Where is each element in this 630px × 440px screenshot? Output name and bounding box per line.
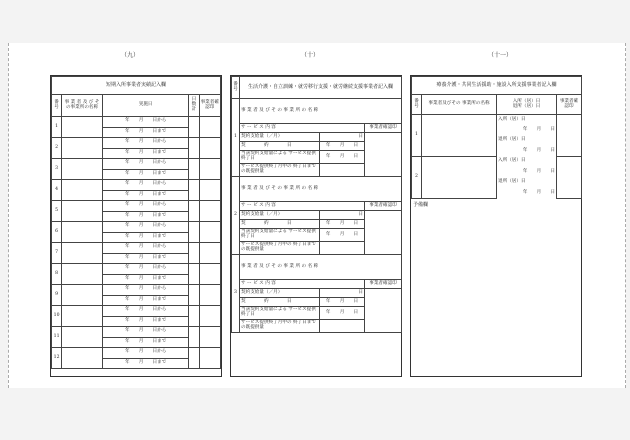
- end-date-field[interactable]: 年 月 日: [320, 151, 365, 164]
- row-number: 4: [52, 180, 62, 201]
- service-content: サ ー ビ ス 内 容: [240, 202, 365, 211]
- contract-qty-label: 契約支給量（／月）: [240, 289, 320, 298]
- check-field[interactable]: [557, 157, 582, 199]
- period-to[interactable]: 年 月 日まで: [102, 232, 189, 243]
- days-field[interactable]: [189, 180, 199, 201]
- period-to[interactable]: 年 月 日まで: [102, 274, 189, 285]
- business-name-field[interactable]: [422, 115, 497, 157]
- entry-number: 1: [412, 115, 422, 157]
- days-field[interactable]: [189, 159, 199, 180]
- header-check: 事業者確認印: [199, 95, 220, 117]
- row-number: 8: [52, 264, 62, 285]
- service-content: サ ー ビ ス 内 容: [240, 280, 365, 289]
- provided-amount-label: サービス提供終了月中の 終了日までの既提供量: [240, 320, 320, 333]
- provided-amount-label: サービス提供終了月中の 終了日までの既提供量: [240, 242, 320, 255]
- check-field[interactable]: [365, 289, 402, 333]
- check-field[interactable]: [199, 117, 220, 138]
- daytime-service-title: 生活介護・自立訓練・就労移行支援・就労継続支援事業者記入欄: [240, 77, 402, 99]
- header-in-out: 入所（居）日 退所（居）日: [497, 95, 557, 115]
- header-number: 番号: [232, 77, 240, 99]
- short-stay-row: [52, 285, 221, 296]
- business-name-field[interactable]: [62, 348, 103, 369]
- provided-amount-field[interactable]: [320, 242, 365, 255]
- header-days: 日 数 計: [189, 95, 199, 117]
- discharge-label: 退所（居）日: [497, 136, 557, 147]
- end-date-field[interactable]: 年 月 日: [320, 229, 365, 242]
- period-from[interactable]: 年 月 日から: [102, 348, 189, 359]
- business-name-field[interactable]: [62, 243, 103, 264]
- end-date-field[interactable]: 年 月 日: [320, 307, 365, 320]
- period-from[interactable]: 年 月 日から: [102, 159, 189, 170]
- short-stay-row: [52, 159, 221, 170]
- period-from[interactable]: 年 月 日から: [102, 138, 189, 149]
- short-stay-row: [52, 117, 221, 128]
- business-name-field[interactable]: [62, 264, 103, 285]
- period-to[interactable]: 年 月 日まで: [102, 211, 189, 222]
- row-number: 12: [52, 348, 62, 369]
- header-business-name: 事 業 者 及 び その事業所の名称: [62, 95, 103, 117]
- contract-date-field[interactable]: 年 月 日: [320, 298, 365, 307]
- entry-number: 1: [232, 99, 240, 177]
- service-content: サ ー ビ ス 内 容: [240, 124, 365, 133]
- days-field[interactable]: [189, 138, 199, 159]
- page-label-9: （九）: [120, 52, 139, 59]
- provided-amount-field[interactable]: [320, 320, 365, 333]
- short-stay-title: 短期入所事業者実績記入欄: [52, 77, 221, 95]
- discharge-label: 退所（居）日: [497, 178, 557, 189]
- admission-label: 入所（居）日: [497, 157, 557, 168]
- entry-number: 2: [412, 157, 422, 199]
- residential-table: [411, 76, 582, 199]
- contract-qty-unit[interactable]: 日: [320, 211, 365, 220]
- check-field[interactable]: [199, 285, 220, 306]
- period-to[interactable]: 年 月 日まで: [102, 148, 189, 159]
- check-label: 事業者確認印: [365, 280, 402, 289]
- check-field[interactable]: [199, 222, 220, 243]
- contract-date-label: 契 約 日: [240, 220, 320, 229]
- header-check: 事業者確認印: [557, 95, 582, 115]
- row-number: 11: [52, 327, 62, 348]
- business-name-field[interactable]: [62, 180, 103, 201]
- row-number: 1: [52, 117, 62, 138]
- daytime-service-table: [231, 76, 402, 333]
- header-business-name: 事業者及びその 事業所の名称: [422, 95, 497, 115]
- page-label-11: （十一）: [487, 52, 512, 59]
- short-stay-row: [52, 327, 221, 338]
- period-from[interactable]: 年 月 日から: [102, 201, 189, 212]
- days-field[interactable]: [189, 348, 199, 369]
- period-to[interactable]: 年 月 日まで: [102, 253, 189, 264]
- entry-business-name[interactable]: 事 業 者 及 び そ の 事 業 所 の 名 称: [240, 255, 402, 280]
- page-label-10: （十）: [300, 52, 319, 59]
- contract-date-label: 契 約 日: [240, 142, 320, 151]
- date-field[interactable]: 年 月 日: [497, 167, 557, 178]
- check-field[interactable]: [557, 115, 582, 157]
- entry-number: 2: [232, 177, 240, 255]
- period-to[interactable]: 年 月 日まで: [102, 169, 189, 180]
- period-from[interactable]: 年 月 日から: [102, 243, 189, 254]
- header-period: 実施日: [102, 95, 189, 117]
- business-name-field[interactable]: [62, 285, 103, 306]
- days-field[interactable]: [189, 117, 199, 138]
- business-name-field[interactable]: [62, 222, 103, 243]
- row-number: 10: [52, 306, 62, 327]
- business-name-field[interactable]: [62, 159, 103, 180]
- provided-amount-label: サービス提供終了月中の 終了日までの既提供量: [240, 164, 320, 177]
- days-field[interactable]: [189, 201, 199, 222]
- short-stay-row: [52, 348, 221, 359]
- provided-amount-field[interactable]: [320, 164, 365, 177]
- row-number: 5: [52, 201, 62, 222]
- row-number: 9: [52, 285, 62, 306]
- period-to[interactable]: 年 月 日まで: [102, 295, 189, 306]
- check-field[interactable]: [199, 138, 220, 159]
- date-field[interactable]: 年 月 日: [497, 146, 557, 157]
- period-to[interactable]: 年 月 日まで: [102, 337, 189, 348]
- days-field[interactable]: [189, 243, 199, 264]
- panel-daytime-service: [230, 75, 402, 377]
- spare-field-label: 予備欄: [413, 202, 429, 208]
- short-stay-row: [52, 222, 221, 233]
- contract-qty-label: 契約支給量（／月）: [240, 211, 320, 220]
- business-name-field[interactable]: [62, 117, 103, 138]
- contract-date-label: 契 約 日: [240, 298, 320, 307]
- period-to[interactable]: 年 月 日まで: [102, 358, 189, 369]
- check-field[interactable]: [365, 133, 402, 177]
- short-stay-row: [52, 243, 221, 254]
- period-to[interactable]: 年 月 日まで: [102, 316, 189, 327]
- row-number: 2: [52, 138, 62, 159]
- row-number: 6: [52, 222, 62, 243]
- end-date-label: 当該契約支給量による サービス提供終了日: [240, 229, 320, 242]
- days-field[interactable]: [189, 306, 199, 327]
- days-field[interactable]: [189, 285, 199, 306]
- period-from[interactable]: 年 月 日から: [102, 180, 189, 191]
- check-field[interactable]: [199, 201, 220, 222]
- header-number: 番号: [52, 95, 62, 117]
- period-from[interactable]: 年 月 日から: [102, 285, 189, 296]
- short-stay-table: [51, 76, 221, 369]
- check-field[interactable]: [365, 211, 402, 255]
- period-from[interactable]: 年 月 日から: [102, 327, 189, 338]
- days-field[interactable]: [189, 222, 199, 243]
- panel-short-stay: [50, 75, 222, 377]
- short-stay-row: [52, 306, 221, 317]
- short-stay-row: [52, 264, 221, 275]
- panel-residential: [410, 75, 582, 377]
- period-from[interactable]: 年 月 日から: [102, 222, 189, 233]
- row-number: 3: [52, 159, 62, 180]
- row-number: 7: [52, 243, 62, 264]
- days-field[interactable]: [189, 327, 199, 348]
- period-from[interactable]: 年 月 日から: [102, 306, 189, 317]
- business-name-field[interactable]: [62, 138, 103, 159]
- entry-business-name[interactable]: 事 業 者 及 び そ の 事 業 所 の 名 称: [240, 99, 402, 124]
- period-to[interactable]: 年 月 日まで: [102, 127, 189, 138]
- contract-qty-label: 契約支給量（／月）: [240, 133, 320, 142]
- check-field[interactable]: [199, 180, 220, 201]
- check-field[interactable]: [199, 159, 220, 180]
- period-from[interactable]: 年 月 日から: [102, 117, 189, 128]
- check-field[interactable]: [199, 243, 220, 264]
- check-field[interactable]: [199, 306, 220, 327]
- contract-qty-unit[interactable]: 日: [320, 289, 365, 298]
- short-stay-row: [52, 138, 221, 149]
- period-to[interactable]: 年 月 日まで: [102, 190, 189, 201]
- business-name-field[interactable]: [62, 306, 103, 327]
- date-field[interactable]: 年 月 日: [497, 188, 557, 199]
- contract-date-field[interactable]: 年 月 日: [320, 142, 365, 151]
- check-field[interactable]: [199, 348, 220, 369]
- date-field[interactable]: 年 月 日: [497, 125, 557, 136]
- contract-date-field[interactable]: 年 月 日: [320, 220, 365, 229]
- header-number: 番号: [412, 95, 422, 115]
- contract-qty-unit[interactable]: 日: [320, 133, 365, 142]
- residential-title: 療養介護・共同生活援助・施設入所支援事業者記入欄: [412, 77, 582, 95]
- period-from[interactable]: 年 月 日から: [102, 264, 189, 275]
- admission-label: 入所（居）日: [497, 115, 557, 126]
- end-date-label: 当該契約支給量による サービス提供終了日: [240, 307, 320, 320]
- check-field[interactable]: [199, 327, 220, 348]
- entry-number: 3: [232, 255, 240, 333]
- business-name-field[interactable]: [62, 327, 103, 348]
- entry-business-name[interactable]: 事 業 者 及 び そ の 事 業 所 の 名 称: [240, 177, 402, 202]
- check-label: 事業者確認印: [365, 202, 402, 211]
- check-field[interactable]: [199, 264, 220, 285]
- days-field[interactable]: [189, 264, 199, 285]
- short-stay-row: [52, 180, 221, 191]
- business-name-field[interactable]: [62, 201, 103, 222]
- check-label: 事業者確認印: [365, 124, 402, 133]
- end-date-label: 当該契約支給量による サービス提供終了日: [240, 151, 320, 164]
- short-stay-row: [52, 201, 221, 212]
- business-name-field[interactable]: [422, 157, 497, 199]
